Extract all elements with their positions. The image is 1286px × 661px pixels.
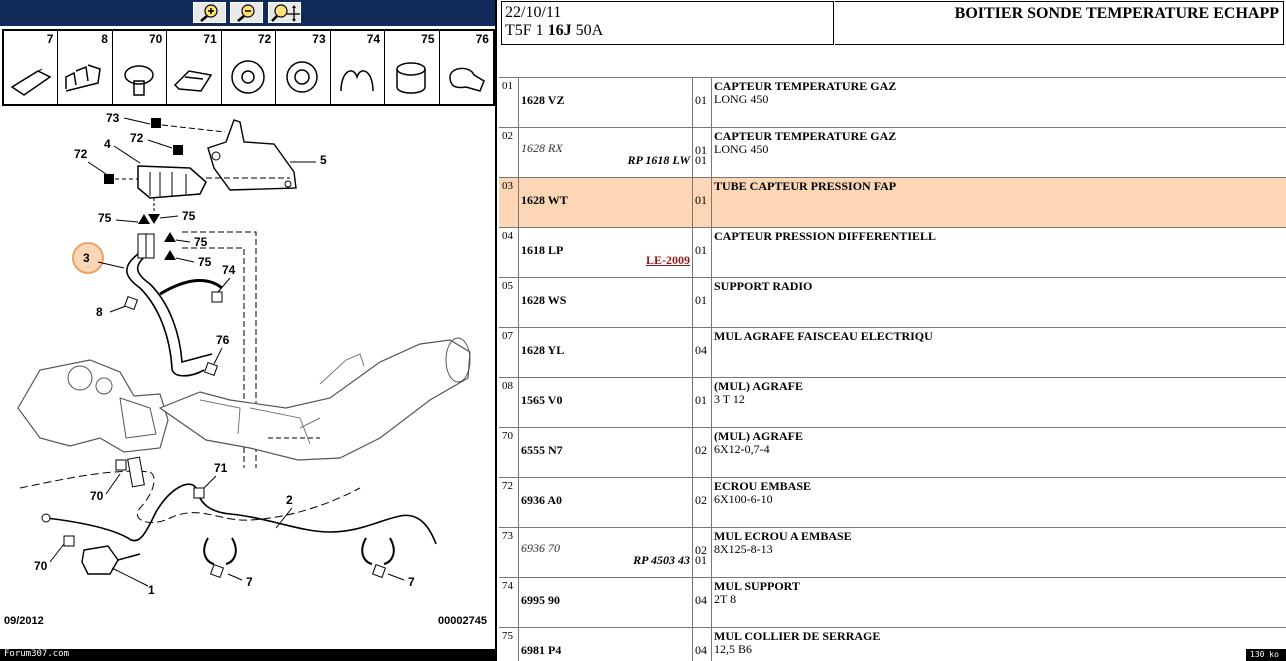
description-cell <box>712 378 1286 428</box>
part-name: CAPTEUR TEMPERATURE GAZ <box>714 79 897 93</box>
table-row[interactable] <box>499 627 1286 661</box>
zoom-out-button[interactable] <box>230 2 263 23</box>
part-reference[interactable]: 1618 LP <box>521 243 564 257</box>
clip-marker <box>194 488 204 498</box>
part-ref-cell <box>519 228 693 278</box>
clip-icon <box>8 47 54 103</box>
part-ref-cell <box>519 628 693 661</box>
site-watermark: Forum307.com <box>4 649 70 659</box>
temperature-sensor-harness <box>46 484 436 544</box>
connector-clip-icon <box>444 47 490 103</box>
exploded-parts-diagram <box>0 108 497 648</box>
nut-marker <box>173 145 183 155</box>
part-thumbnail-strip <box>2 29 495 106</box>
quantity: 02 <box>695 493 707 507</box>
quantity: 01 <box>695 93 707 107</box>
part-name: MUL COLLIER DE SERRAGE <box>714 629 881 643</box>
part-ref-cell <box>519 478 693 528</box>
thumb-number: 7 <box>46 32 54 46</box>
clip-marker <box>64 536 74 546</box>
quantity: 04 <box>695 343 707 357</box>
callout-76[interactable]: 76 <box>216 333 230 347</box>
thumb-number: 72 <box>257 32 272 46</box>
table-row[interactable] <box>499 77 1286 127</box>
description-cell <box>712 278 1286 328</box>
part-reference[interactable]: 1565 V0 <box>521 393 563 407</box>
item-index: 74 <box>499 578 519 628</box>
quantity-cell <box>693 578 712 628</box>
description-cell <box>712 578 1286 628</box>
zoom-out-icon <box>235 4 259 22</box>
item-index: 02 <box>499 128 519 178</box>
quantity-cell <box>693 428 712 478</box>
quantity: 01 <box>695 293 707 307</box>
table-row[interactable] <box>499 127 1286 177</box>
part-name: (MUL) AGRAFE <box>714 379 803 393</box>
part-ref-cell <box>519 528 693 578</box>
zoom-pan-icon <box>270 4 300 22</box>
thumb-part-7[interactable] <box>4 31 58 104</box>
part-reference[interactable]: 6936 70 <box>521 541 560 555</box>
item-index: 72 <box>499 478 519 528</box>
nut-marker <box>151 118 161 128</box>
vehicle-model: T5F 1 16J 50A <box>505 22 604 39</box>
triple-clip-icon <box>62 47 108 103</box>
clip-marker <box>125 297 138 310</box>
viewer-footer <box>0 649 497 661</box>
callout-2[interactable]: 2 <box>286 493 293 507</box>
description-cell <box>712 178 1286 228</box>
description-cell <box>712 478 1286 528</box>
callout-8[interactable]: 8 <box>96 305 103 319</box>
description-cell <box>712 128 1286 178</box>
file-size-badge <box>1246 649 1286 661</box>
quantity-cell <box>693 128 712 178</box>
quantity-replacement: 01 <box>695 153 707 167</box>
item-index: 75 <box>499 628 519 661</box>
part-reference[interactable]: 6936 A0 <box>521 493 563 507</box>
part-ref-cell <box>519 578 693 628</box>
callout-74[interactable]: 74 <box>222 263 236 277</box>
quantity: 04 <box>695 593 707 607</box>
callout-1[interactable]: 1 <box>148 583 155 597</box>
clip-marker <box>116 460 126 470</box>
catalog-date: 22/10/11 <box>505 4 562 21</box>
zoom-in-icon <box>198 4 222 22</box>
part-ref-cell <box>519 278 693 328</box>
parts-table <box>499 77 1286 661</box>
part-name: (MUL) AGRAFE <box>714 429 803 443</box>
thumb-number: 71 <box>203 32 217 46</box>
table-row[interactable] <box>499 377 1286 427</box>
thumb-part-73[interactable] <box>276 31 330 104</box>
quantity-cell <box>693 78 712 128</box>
support-bracket <box>208 120 296 190</box>
callout-75[interactable]: 75 <box>98 211 112 225</box>
callout-75[interactable]: 75 <box>182 209 196 223</box>
quantity-replacement: 01 <box>695 553 707 567</box>
part-spec: 2T 8 <box>714 592 737 606</box>
callout-72-left[interactable]: 72 <box>74 147 88 161</box>
clip-marker <box>373 565 386 578</box>
quantity-cell <box>693 378 712 428</box>
part-reference[interactable]: 6555 N7 <box>521 443 563 457</box>
callout-73[interactable]: 73 <box>106 111 120 125</box>
part-spec: 12,5 B6 <box>714 642 753 656</box>
thumb-number: 76 <box>475 32 489 46</box>
part-reference[interactable]: 1628 WT <box>521 193 568 207</box>
callout-5[interactable]: 5 <box>320 153 327 167</box>
quantity-cell <box>693 478 712 528</box>
thumb-number: 75 <box>421 32 435 46</box>
item-index: 04 <box>499 228 519 278</box>
item-index: 07 <box>499 328 519 378</box>
thumb-number: 73 <box>312 32 326 46</box>
description-cell <box>712 78 1286 128</box>
part-name: CAPTEUR PRESSION DIFFERENTIELL <box>714 229 937 243</box>
zoom-in-button[interactable] <box>193 2 226 23</box>
replacement-reference[interactable]: RP 4503 43 <box>633 553 690 567</box>
part-ref-cell <box>519 78 693 128</box>
particulate-filter <box>160 340 470 460</box>
zoom-toolbar <box>0 0 497 26</box>
date-link[interactable]: LE-2009 <box>645 253 690 267</box>
quantity-cell <box>693 178 712 228</box>
table-row[interactable] <box>499 277 1286 327</box>
quantity: 01 <box>695 243 707 257</box>
part-name: MUL AGRAFE FAISCEAU ELECTRIQU <box>714 329 933 343</box>
item-index: 03 <box>499 178 519 228</box>
replacement-reference[interactable]: RP 1618 LW <box>627 153 690 167</box>
thumb-part-76[interactable] <box>440 31 493 104</box>
support-icon <box>335 47 381 103</box>
diagram-date: 09/2012 <box>4 615 44 627</box>
part-name: MUL ECROU A EMBASE <box>714 529 852 543</box>
part-name: ECROU EMBASE <box>714 479 812 493</box>
connector <box>128 457 145 487</box>
table-row[interactable] <box>499 177 1286 227</box>
thumb-part-74[interactable] <box>331 31 385 104</box>
quantity-cell <box>693 278 712 328</box>
callout-4[interactable]: 4 <box>104 137 111 151</box>
part-ref-cell <box>519 178 693 228</box>
file-size: 130 ko <box>1250 650 1279 659</box>
part-name: SUPPORT RADIO <box>714 279 813 293</box>
part-reference[interactable]: 1628 WS <box>521 293 567 307</box>
table-row[interactable] <box>499 577 1286 627</box>
quantity: 04 <box>695 643 707 657</box>
nut-marker <box>104 174 114 184</box>
thumb-part-72[interactable] <box>222 31 276 104</box>
thumb-number: 70 <box>148 32 163 46</box>
quantity-cell <box>693 628 712 661</box>
quantity: 02 <box>695 543 707 557</box>
part-name: CAPTEUR TEMPERATURE GAZ <box>714 129 897 143</box>
part-reference[interactable]: 1628 RX <box>521 141 563 155</box>
callout-7[interactable]: 7 <box>246 575 253 589</box>
callout-70[interactable]: 70 <box>90 489 104 503</box>
thumb-number: 74 <box>366 32 381 46</box>
thumb-part-70[interactable] <box>113 31 167 104</box>
part-name: TUBE CAPTEUR PRESSION FAP <box>714 179 897 193</box>
callout-75[interactable]: 75 <box>194 235 208 249</box>
description-cell <box>712 328 1286 378</box>
bracket-clip-icon <box>171 47 217 103</box>
part-spec: LONG 450 <box>714 92 769 106</box>
page-title: BOITIER SONDE TEMPERATURE ECHAPP <box>835 1 1284 45</box>
thumb-part-75[interactable] <box>385 31 439 104</box>
table-row[interactable] <box>499 477 1286 527</box>
item-index: 05 <box>499 278 519 328</box>
diagram-code: 00002745 <box>438 615 487 627</box>
support-marker <box>212 292 222 302</box>
quantity: 01 <box>695 393 707 407</box>
callout-3[interactable]: 3 <box>83 251 90 265</box>
diagram-pane <box>0 0 497 661</box>
part-ref-cell <box>519 128 693 178</box>
callout-71[interactable]: 71 <box>214 461 228 475</box>
thumb-number: 8 <box>101 32 108 46</box>
description-cell <box>712 228 1286 278</box>
part-reference[interactable]: 1628 VZ <box>521 93 565 107</box>
part-ref-cell <box>519 328 693 378</box>
clip-marker <box>205 363 218 376</box>
part-name: MUL SUPPORT <box>714 579 800 593</box>
part-ref-cell <box>519 428 693 478</box>
quantity-cell <box>693 228 712 278</box>
vehicle-info <box>501 1 834 45</box>
thumb-part-8[interactable] <box>58 31 112 104</box>
parts-list-pane <box>499 0 1286 661</box>
sensor-connector <box>82 546 118 574</box>
item-index: 01 <box>499 78 519 128</box>
nut-icon <box>280 47 326 103</box>
quantity: 01 <box>695 193 707 207</box>
part-reference[interactable]: 6995 90 <box>521 593 560 607</box>
quantity: 02 <box>695 443 707 457</box>
part-spec: 6X100-6-10 <box>714 492 773 506</box>
thumb-part-71[interactable] <box>167 31 221 104</box>
part-spec: 8X125-8-13 <box>714 542 773 556</box>
hose-clamp-icon <box>389 47 435 103</box>
part-ref-cell <box>519 378 693 428</box>
clip-marker <box>211 565 224 578</box>
part-reference[interactable]: 1628 YL <box>521 343 565 357</box>
callout-75[interactable]: 75 <box>198 255 212 269</box>
quantity: 01 <box>695 143 707 157</box>
description-cell <box>712 528 1286 578</box>
table-row[interactable] <box>499 327 1286 377</box>
item-index: 73 <box>499 528 519 578</box>
quantity-cell <box>693 328 712 378</box>
quantity-cell <box>693 528 712 578</box>
flange-nut-icon <box>226 47 272 103</box>
part-reference[interactable]: 6981 P4 <box>521 643 562 657</box>
parts-header <box>499 0 1286 46</box>
part-spec: LONG 450 <box>714 142 769 156</box>
table-row[interactable] <box>499 227 1286 277</box>
item-index: 70 <box>499 428 519 478</box>
callout-7[interactable]: 7 <box>408 575 415 589</box>
description-cell <box>712 428 1286 478</box>
part-spec: 3 T 12 <box>714 392 745 406</box>
callout-72[interactable]: 72 <box>130 131 144 145</box>
item-index: 08 <box>499 378 519 428</box>
clip-nut-icon <box>117 47 163 103</box>
part-spec: 6X12-0,7-4 <box>714 442 770 456</box>
table-row[interactable] <box>499 527 1286 577</box>
zoom-pan-button[interactable] <box>268 2 301 23</box>
callout-70-lower[interactable]: 70 <box>34 559 48 573</box>
description-cell <box>712 628 1286 661</box>
table-row[interactable] <box>499 427 1286 477</box>
